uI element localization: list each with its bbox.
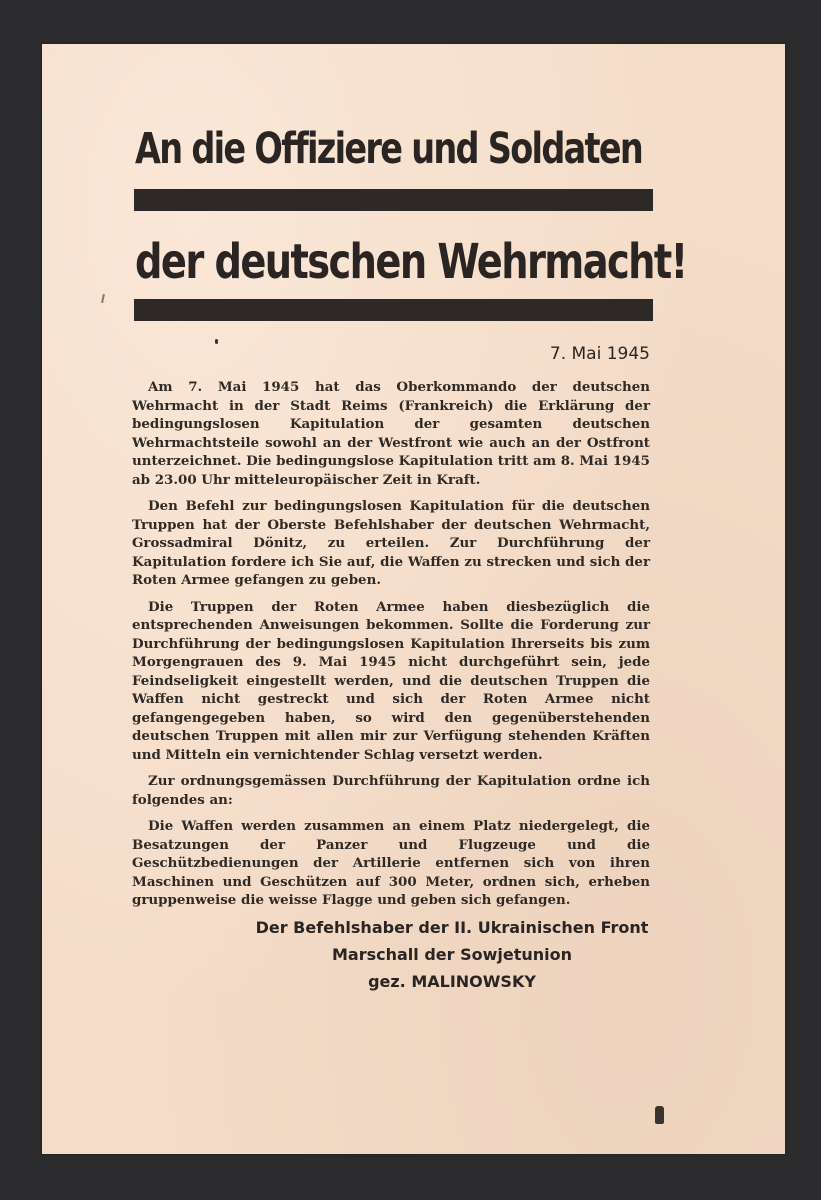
- paragraph-2: Den Befehl zur bedingungslosen Kapitulation für die deutschen Truppen hat der Oberste Befehlshaber der deutschen Wehrmacht, Grossadmiral Dönitz, zu erteilen. Zur Durchführung der Kapitulation fordere ich Sie auf, die Waffen zu strecken und sich der Roten Armee gefangen zu geben.: [132, 498, 650, 588]
- headline-line-1: An die Offiziere und Soldaten: [135, 124, 643, 174]
- document-date: 7. Mai 1945: [549, 344, 650, 364]
- signature-line-1: Der Befehlshaber der II. Ukrainischen Front: [255, 918, 649, 937]
- leaflet-page: [42, 44, 785, 1154]
- signature-line-2: Marschall der Sowjetunion: [331, 945, 573, 964]
- signature-block: [242, 914, 662, 995]
- ink-speck: [101, 294, 105, 303]
- body-text: [132, 378, 650, 918]
- paragraph-1: Am 7. Mai 1945 hat das Oberkommando der deutschen Wehrmacht in der Stadt Reims (Frankreich) die Erklärung der bedingungslosen Kapitulation der gesamten deutschen Wehrmachtsteile sowohl an der Westfront wie auch an der Ostfront unterzeichnet. Die bedingungslose Kapitulation tritt am 8. Mai 1945 ab 23.00 Uhr mitteleuropäischer Zeit in Kraft.: [132, 379, 650, 488]
- headline-line-2: der deutschen Wehrmacht!: [135, 234, 687, 290]
- ink-speck: [215, 339, 218, 344]
- ink-speck: [655, 1106, 664, 1124]
- paragraph-4: Zur ordnungsgemässen Durchführung der Kapitulation ordne ich folgendes an:: [132, 773, 650, 808]
- headline-rule-2: [134, 299, 653, 321]
- paragraph-3: Die Truppen der Roten Armee haben diesbezüglich die entsprechenden Anweisungen bekommen. Sollte die Forderung zur Durchführung der bedingungslosen Kapitulation Ihrerseits bis zum Morgengrauen des 9. Mai 1945 nicht durchgeführt sein, jede Feindseligkeit eingestellt werden, und die deutschen Truppen die Waffen nicht gestreckt und sich der Roten Armee nicht gefangengegeben haben, so wird den gegenüberstehenden deutschen Truppen mit allen mir zur Verfügung stehenden Kräften und Mitteln ein vernichtender Schlag versetzt werden.: [132, 598, 650, 763]
- headline-rule-1: [134, 189, 653, 211]
- paragraph-5: Die Waffen werden zusammen an einem Platz niedergelegt, die Besatzungen der Panzer und Flugzeuge und die Geschützbedienungen der Artillerie entfernen sich von ihren Maschinen und Geschützen auf 300 Meter, ordnen sich, erheben gruppenweise die weisse Flagge und geben sich gefangen.: [132, 818, 650, 908]
- signature-line-3: gez. MALINOWSKY: [368, 972, 536, 991]
